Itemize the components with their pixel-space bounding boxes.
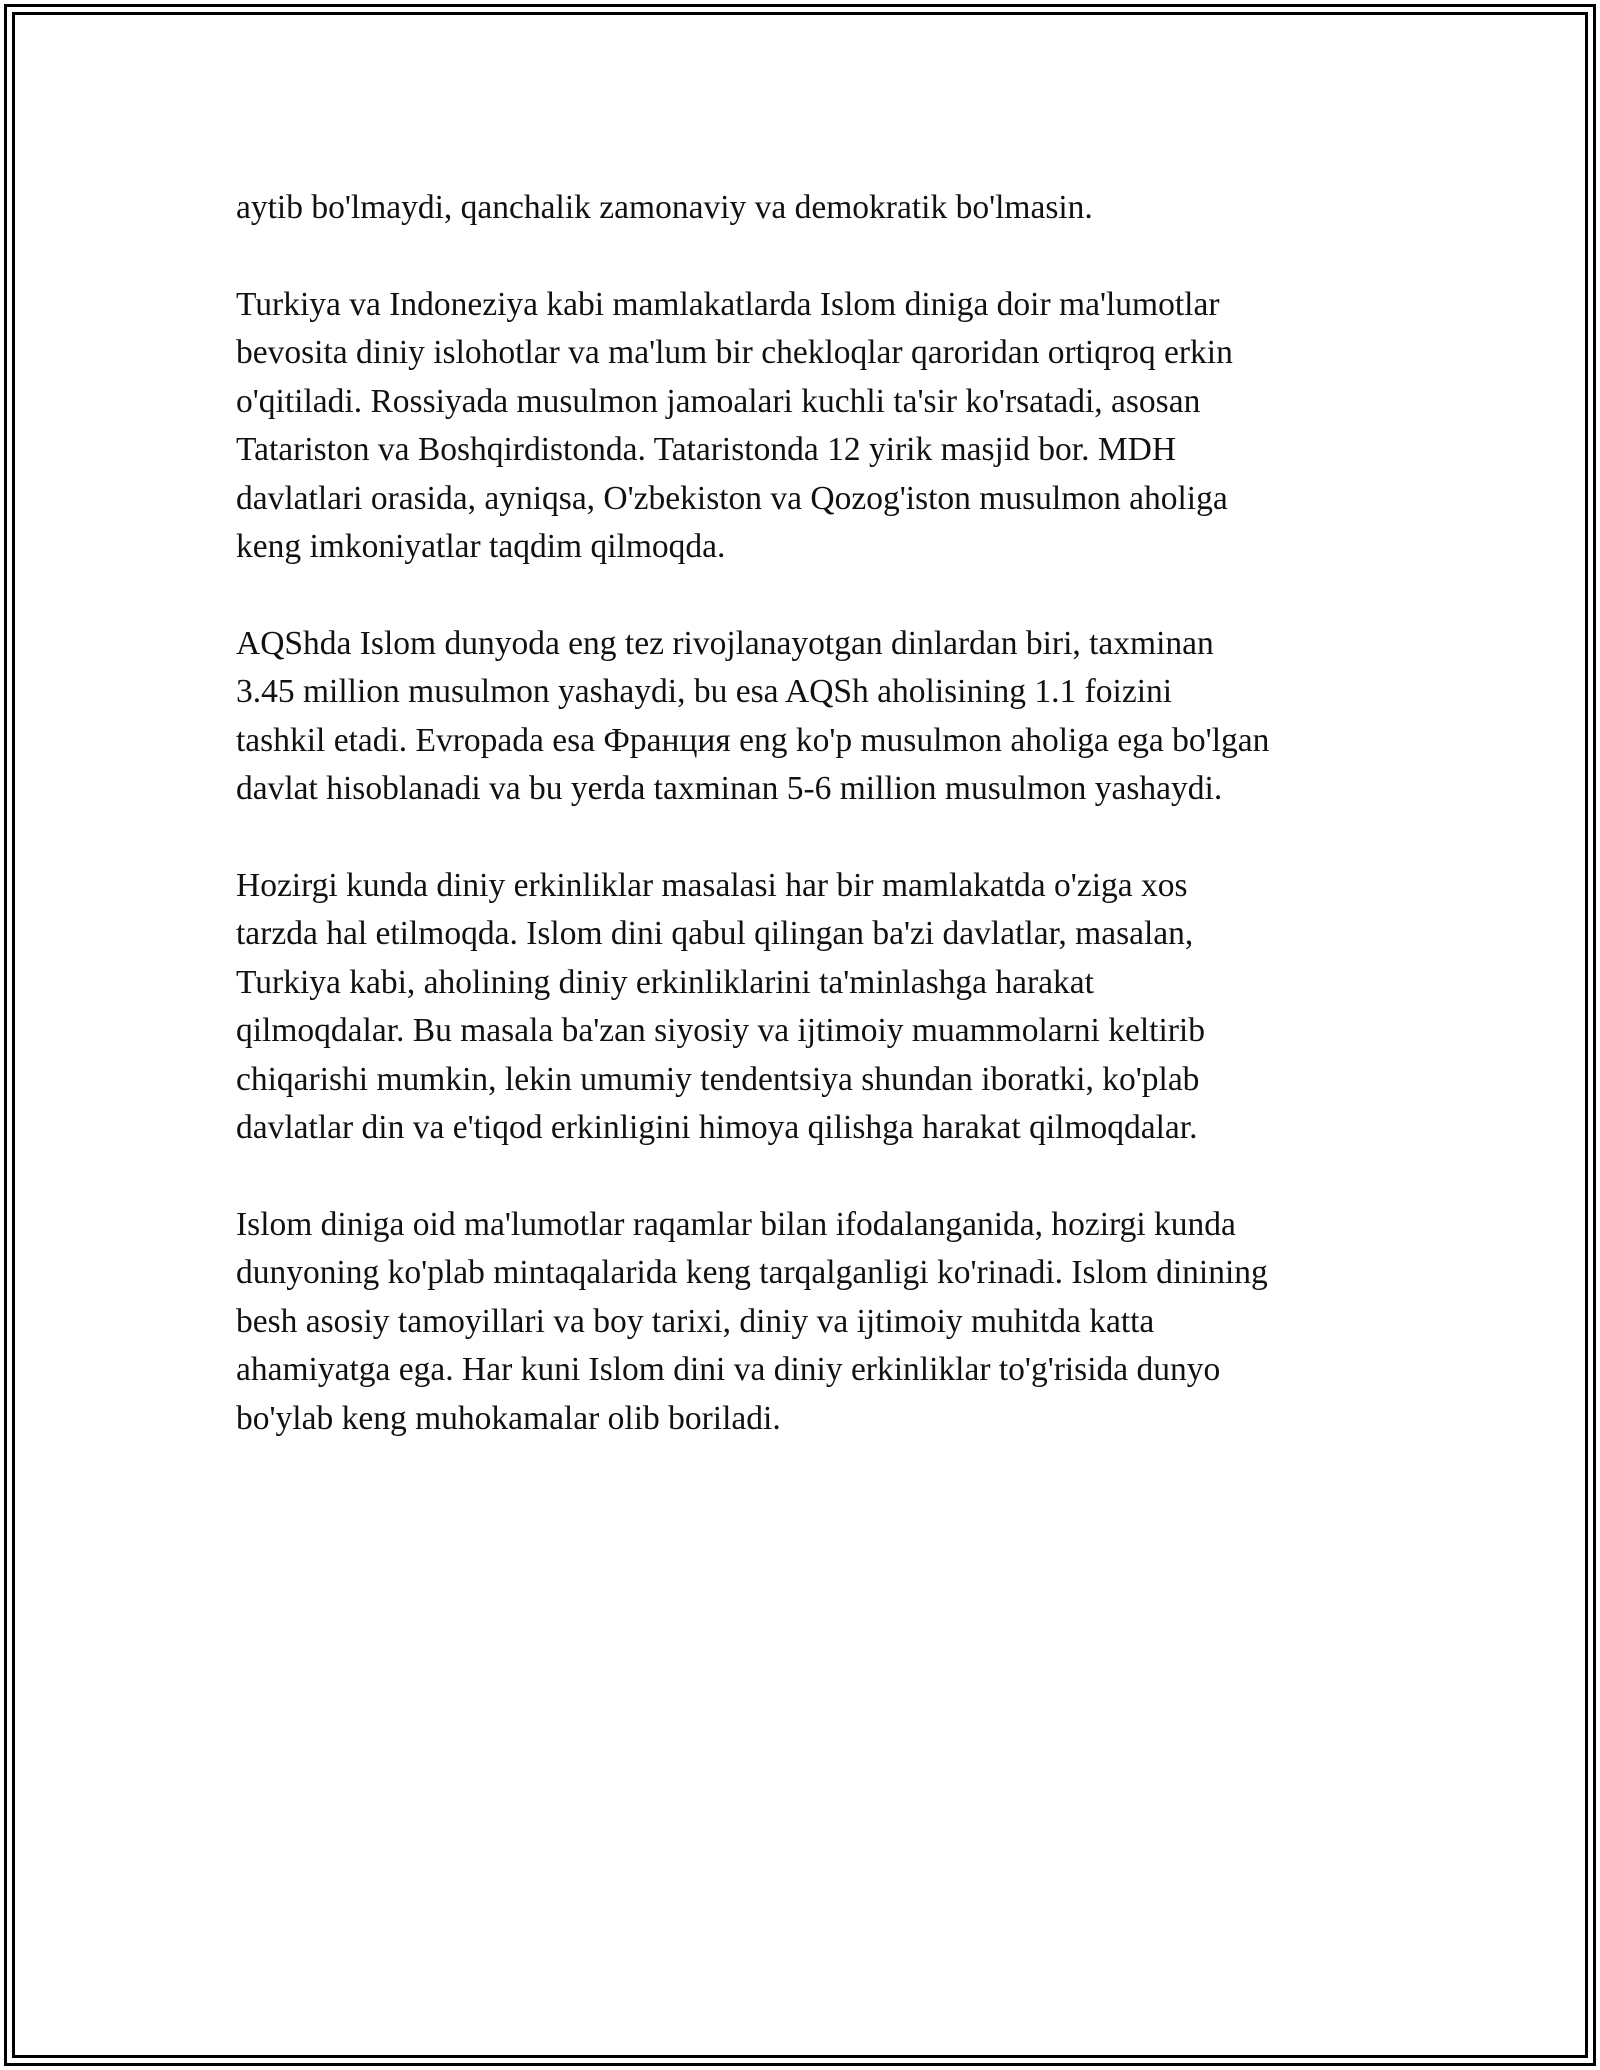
paragraph-4: Hozirgi kunda diniy erkinliklar masalasi har bir mamlakatda o'ziga xos tarzda hal etilmoqda. Islom dini qabul qilingan ba'zi davlatlar, masalan, Turkiya kabi, aholining diniy erkinliklarini ta'minlashga harakat qilmoqdalar. Bu masala ba'zan siyosiy va ijtimoiy muammolarni keltirib chiqarishi mumkin, lekin umumiy tendentsiya shundan iboratki, ko'plab davlatlar din va e'tiqod erkinligini himoya qilishga harakat qilmoqdalar. xyxy=(236,866,1205,1146)
paragraph-1: aytib bo'lmaydi, qanchalik zamonaviy va demokratik bo'lmasin. xyxy=(236,189,1093,226)
paragraph-5: Islom diniga oid ma'lumotlar raqamlar bilan ifodalanganida, hozirgi kunda dunyoning ko'plab mintaqalarida keng tarqalganligi ko'rinadi. Islom dinining besh asosiy tamoyillari va boy tarixi, diniy va ijtimoiy muhitda katta ahamiyatga ega. Har kuni Islom dini va diniy erkinliklar to'g'risida dunyo bo'ylab keng muhokamalar olib boriladi. xyxy=(236,1205,1268,1437)
document-body xyxy=(236,184,1376,1491)
paragraph-2: Turkiya va Indoneziya kabi mamlakatlarda Islom diniga doir ma'lumotlar bevosita diniy islohotlar va ma'lum bir chekloqlar qaroridan ortiqroq erkin o'qitiladi. Rossiyada musulmon jamoalari kuchli ta'sir ko'rsatadi, asosan Tatariston va Boshqirdistonda. Tataristonda 12 yirik masjid bor. MDH davlatlari orasida, ayniqsa, O'zbekiston va Qozog'iston musulmon aholiga keng imkoniyatlar taqdim qilmoqda. xyxy=(236,285,1233,565)
paragraph-3: AQShda Islom dunyoda eng tez rivojlanayotgan dinlardan biri, taxminan 3.45 million musulmon yashaydi, bu esa AQSh aholisining 1.1 foizini tashkil etadi. Evropada esa Франция eng ko'p musulmon aholiga ega bo'lgan davlat hisoblanadi va bu yerda taxminan 5-6 million musulmon yashaydi. xyxy=(236,624,1270,807)
